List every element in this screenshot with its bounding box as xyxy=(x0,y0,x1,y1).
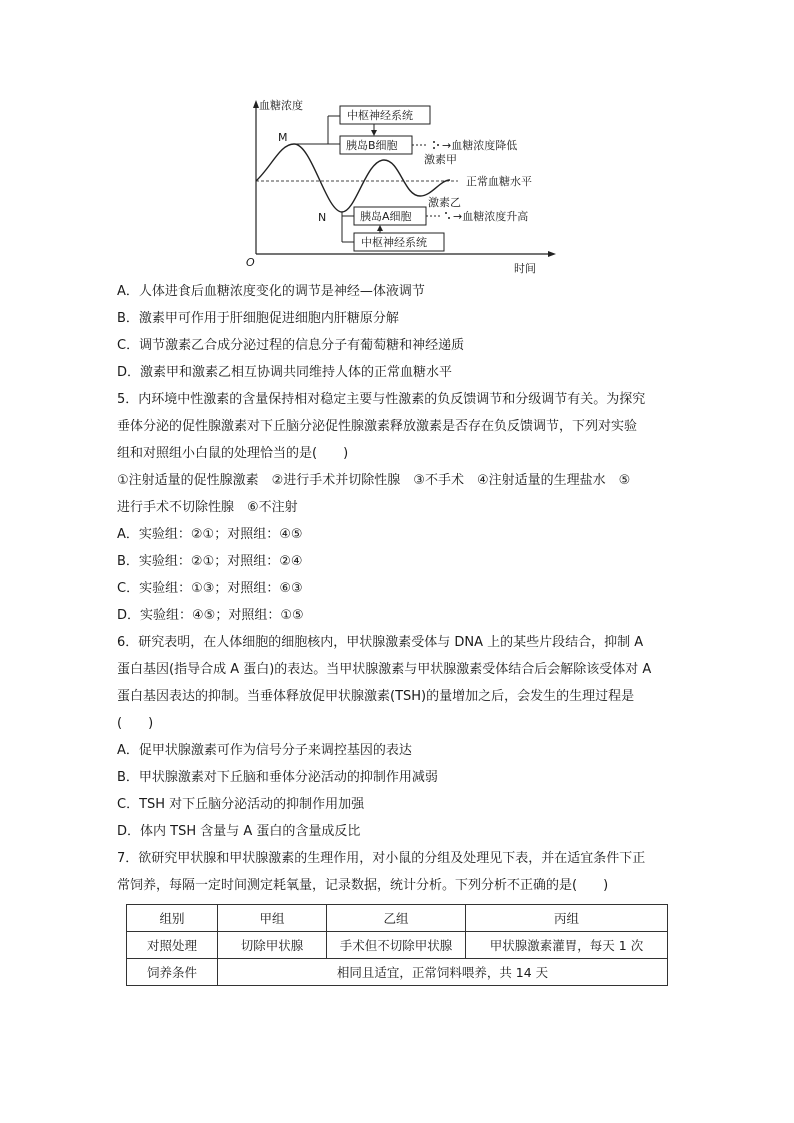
blood-glucose-diagram xyxy=(244,94,564,279)
hormone-b-label: 激素乙 xyxy=(428,196,461,209)
table-cell: 相同且适宜，正常饲料喂养，共 14 天 xyxy=(218,959,668,986)
box-cns-top-label: 中枢神经系统 xyxy=(347,109,413,122)
q6-option-c: C．TSH 对下丘脑分泌活动的抑制作用加强 xyxy=(117,797,365,812)
arrow-down-icon xyxy=(371,130,377,136)
q4-option-d: D．激素甲和激素乙相互协调共同维持人体的正常血糖水平 xyxy=(117,365,453,380)
q4-option-a: A．人体进食后血糖浓度变化的调节是神经—体液调节 xyxy=(117,284,425,299)
q7-stem-line1: 7．欲研究甲状腺和甲状腺激素的生理作用，对小鼠的分组及处理见下表，并在适宜条件下正 xyxy=(117,851,646,866)
q6-stem-line3: 蛋白基因表达的抑制。当垂体释放促甲状腺激素(TSH)的量增加之后，会发生的生理过程是 xyxy=(117,689,635,704)
box-alpha-label: 胰岛A细胞 xyxy=(360,210,412,223)
normal-level-label: 正常血糖水平 xyxy=(466,175,532,188)
q5-choices-line1: ①注射适量的促性腺激素 ②进行手术并切除性腺 ③不手术 ④注射适量的生理盐水 ⑤ xyxy=(117,473,631,488)
q6-option-d: D．体内 TSH 含量与 A 蛋白的含量成反比 xyxy=(117,824,361,839)
hormone-dot xyxy=(448,217,450,219)
y-axis-label: 血糖浓度 xyxy=(259,99,303,112)
q7-table xyxy=(126,904,668,986)
q6-stem-line2: 蛋白基因(指导合成 A 蛋白)的表达。当甲状腺激素与甲状腺激素受体结合后会解除该受体对 A xyxy=(117,662,652,677)
hormone-dot xyxy=(445,212,447,214)
q5-option-b: B．实验组：②①；对照组：②④ xyxy=(117,554,303,569)
q5-option-c: C．实验组：①③；对照组：⑥③ xyxy=(117,581,303,596)
table-row xyxy=(127,932,668,959)
q6-option-a: A．促甲状腺激素可作为信号分子来调控基因的表达 xyxy=(117,743,412,758)
origin-label: O xyxy=(246,256,255,269)
q4-option-c: C．调节激素乙合成分泌过程的信息分子有葡萄糖和神经递质 xyxy=(117,338,465,353)
result-up-label: →血糖浓度升高 xyxy=(453,210,529,223)
x-axis-label: 时间 xyxy=(514,262,536,275)
hormone-dot xyxy=(433,141,435,143)
result-down-label: →血糖浓度降低 xyxy=(442,139,518,152)
q6-option-b: B．甲状腺激素对下丘脑和垂体分泌活动的抑制作用减弱 xyxy=(117,770,438,785)
table-row xyxy=(127,905,668,932)
table-cell: 乙组 xyxy=(327,905,466,932)
point-m-label: M xyxy=(278,131,288,144)
hormone-dot xyxy=(437,144,439,146)
table-cell: 甲状腺激素灌胃，每天 1 次 xyxy=(466,932,668,959)
q6-stem-line1: 6．研究表明，在人体细胞的细胞核内，甲状腺激素受体与 DNA 上的某些片段结合，抑制 A xyxy=(117,635,644,650)
q5-stem-line2: 垂体分泌的促性腺激素对下丘脑分泌促性腺激素释放激素是否存在负反馈调节，下列对实验 xyxy=(117,419,638,434)
table-cell: 切除甲状腺 xyxy=(218,932,327,959)
hormone-dot xyxy=(433,147,435,149)
table-cell: 对照处理 xyxy=(127,932,218,959)
point-n-label: N xyxy=(318,211,327,224)
q6-stem-line4: ( ) xyxy=(117,716,154,731)
box-cns-bottom-label: 中枢神经系统 xyxy=(361,236,427,249)
table-row xyxy=(127,959,668,986)
q7-stem-line2: 常饲养，每隔一定时间测定耗氧量，记录数据，统计分析。下列分析不正确的是( ) xyxy=(117,878,609,893)
q5-stem-line1: 5．内环境中性激素的含量保持相对稳定主要与性激素的负反馈调节和分级调节有关。为探究 xyxy=(117,392,646,407)
q5-option-a: A．实验组：②①；对照组：④⑤ xyxy=(117,527,303,542)
arrow-up-icon xyxy=(377,225,383,231)
x-axis-arrow-icon xyxy=(548,251,556,257)
hormone-a-label: 激素甲 xyxy=(424,153,457,166)
table-cell: 丙组 xyxy=(466,905,668,932)
table-cell: 组别 xyxy=(127,905,218,932)
q5-stem-line3: 组和对照组小白鼠的处理恰当的是( ) xyxy=(117,446,349,461)
box-beta-label: 胰岛B细胞 xyxy=(346,139,398,152)
table-cell: 甲组 xyxy=(218,905,327,932)
q5-option-d: D．实验组：④⑤；对照组：①⑤ xyxy=(117,608,304,623)
diagram-svg xyxy=(244,94,564,279)
q5-choices-line2: 进行手术不切除性腺 ⑥不注射 xyxy=(117,500,298,515)
q4-option-b: B．激素甲可作用于肝细胞促进细胞内肝糖原分解 xyxy=(117,311,399,326)
table-cell: 手术但不切除甲状腺 xyxy=(327,932,466,959)
table-cell: 饲养条件 xyxy=(127,959,218,986)
